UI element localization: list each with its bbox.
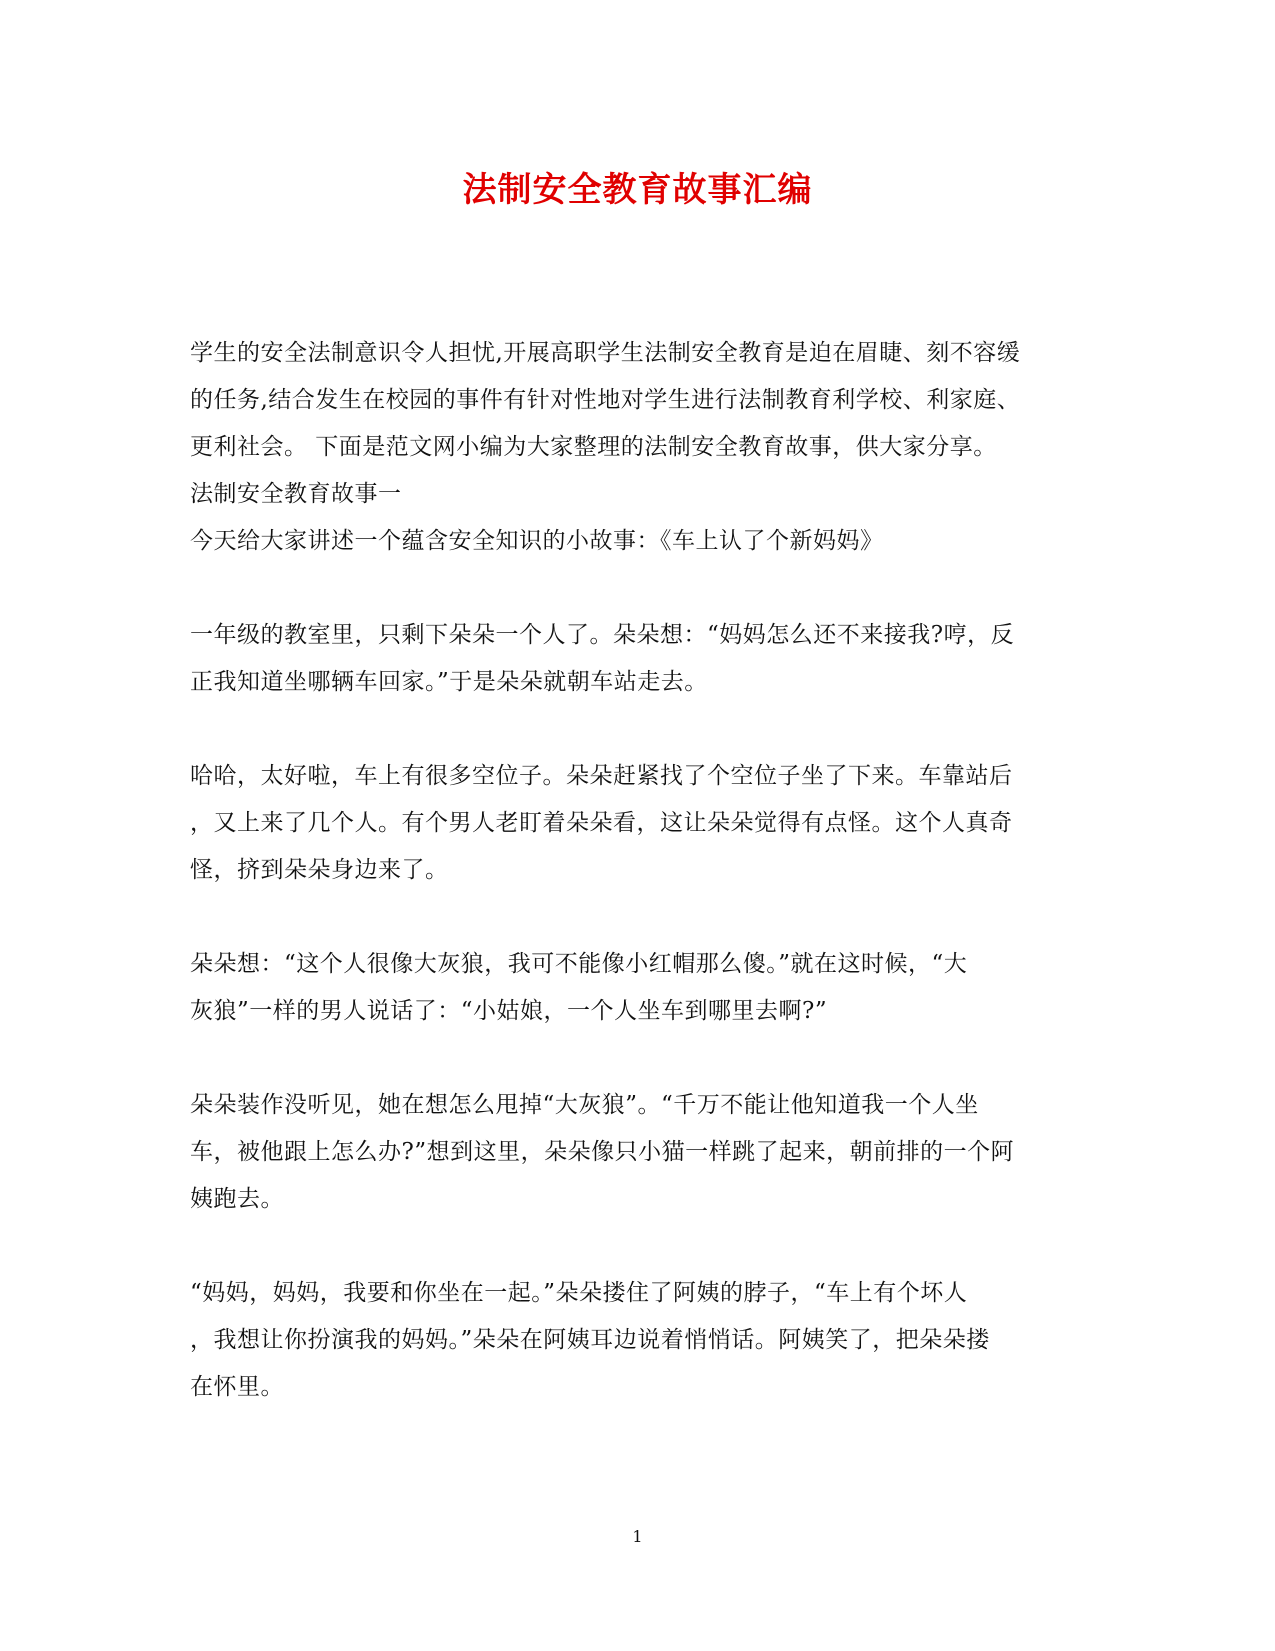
text-line: 更利社会。 下面是范文网小编为大家整理的法制安全教育故事，供大家分享。 <box>190 434 997 460</box>
text-line: ，又上来了几个人。有个男人老盯着朵朵看，这让朵朵觉得有点怪。这个人真奇 <box>190 810 1013 836</box>
paragraph <box>190 1270 1080 1411</box>
paragraph <box>190 941 1080 1035</box>
text-line: 正我知道坐哪辆车回家。”于是朵朵就朝车站走去。 <box>190 669 708 695</box>
text-line: 灰狼”一样的男人说话了：“小姑娘，一个人坐车到哪里去啊?” <box>190 998 828 1024</box>
text-line: 一年级的教室里，只剩下朵朵一个人了。朵朵想：“妈妈怎么还不来接我?哼，反 <box>190 622 1015 648</box>
document-body <box>190 330 1080 1411</box>
text-line: 学生的安全法制意识令人担忧,开展高职学生法制安全教育是迫在眉睫、刻不容缓 <box>190 340 1021 366</box>
page-number: 1 <box>632 1527 643 1546</box>
text-line: 哈哈，太好啦，车上有很多空位子。朵朵赶紧找了个空位子坐了下来。车靠站后 <box>190 763 1013 789</box>
paragraph <box>190 612 1080 706</box>
text-line: 怪，挤到朵朵身边来了。 <box>190 857 449 883</box>
paragraph <box>190 753 1080 894</box>
section-heading: 法制安全教育故事一 <box>190 481 402 507</box>
text-line: 在怀里。 <box>190 1374 284 1400</box>
text-line: 姨跑去。 <box>190 1186 284 1212</box>
text-line: 的任务,结合发生在校园的事件有针对性地对学生进行法制教育利学校、利家庭、 <box>190 387 1021 413</box>
text-line: 车，被他跟上怎么办?”想到这里，朵朵像只小猫一样跳了起来，朝前排的一个阿 <box>190 1139 1015 1165</box>
text-line: ，我想让你扮演我的妈妈。”朵朵在阿姨耳边说着悄悄话。阿姨笑了，把朵朵搂 <box>190 1327 990 1353</box>
paragraph <box>190 330 1080 565</box>
text-line: 朵朵装作没听见，她在想怎么甩掉“大灰狼”。“千万不能让他知道我一个人坐 <box>190 1092 979 1118</box>
text-line: 朵朵想：“这个人很像大灰狼，我可不能像小红帽那么傻。”就在这时候，“大 <box>190 951 968 977</box>
paragraph <box>190 1082 1080 1223</box>
text-line: “妈妈，妈妈，我要和你坐在一起。”朵朵搂住了阿姨的脖子，“车上有个坏人 <box>190 1280 968 1306</box>
text-line: 今天给大家讲述一个蕴含安全知识的小故事：《车上认了个新妈妈》 <box>190 528 884 554</box>
document-title: 法制安全教育故事汇编 <box>462 170 813 210</box>
